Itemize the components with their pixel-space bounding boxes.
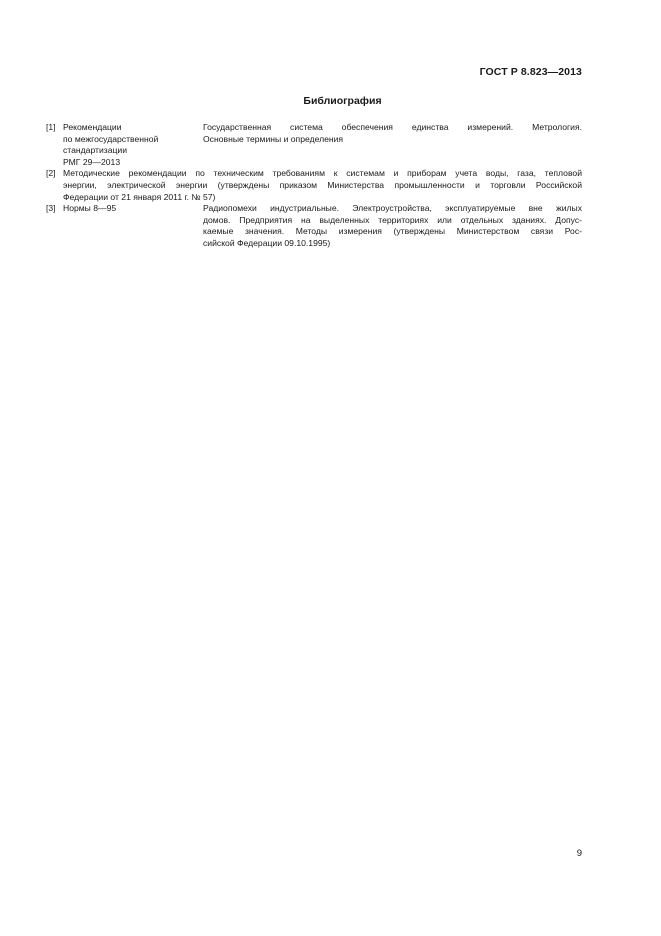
entry-description	[203, 122, 582, 168]
entry-source-line: Нормы 8—95	[63, 203, 117, 214]
entry-number: [2]	[46, 168, 56, 179]
entry-full-text	[63, 168, 582, 203]
section-title: Библиография	[303, 95, 382, 107]
entry-description-line: Основные термины и определения	[203, 133, 344, 144]
bibliography-entry	[46, 203, 582, 249]
entry-text-line: Методические рекомендации по техническим требованиям к системам и приборам учета воды, газа, тепловой	[63, 168, 582, 179]
entry-source-line: стандартизации	[63, 145, 128, 156]
entry-text-line: энергии, электрической энергии (утверждены приказом Министерства промышленности и торговли Российской	[63, 179, 582, 190]
entry-source-line: по межгосударственной	[63, 133, 159, 144]
document-code-header: ГОСТ Р 8.823—2013	[479, 66, 582, 78]
entry-description-line: Государственная система обеспечения единства измерений. Метрология.	[203, 122, 582, 132]
entry-source	[63, 122, 203, 168]
entry-description	[203, 203, 582, 249]
entry-description-line: домов. Предприятия на выделенных территориях или отдельных зданиях. Допус-	[203, 214, 582, 225]
entry-description-line: Радиопомехи индустриальные. Электроустройства, эксплуатируемые вне жилых	[203, 203, 582, 214]
entry-source-line: Рекомендации	[63, 122, 122, 132]
entry-description-line: каемые значения. Методы измерения (утверждены Министерством связи Рос-	[203, 226, 582, 237]
entry-number: [1]	[46, 122, 56, 132]
bibliography-entry	[46, 122, 582, 168]
bibliography-entry	[46, 168, 582, 203]
entry-source	[63, 203, 203, 249]
entry-source-line: РМГ 29—2013	[63, 156, 121, 167]
entry-description-line: сийской Федерации 09.10.1995)	[203, 237, 331, 248]
bibliography-list	[46, 122, 582, 250]
page-number: 9	[576, 848, 582, 859]
entry-text-line: Федерации от 21 января 2011 г. № 57)	[63, 191, 216, 202]
entry-number: [3]	[46, 203, 56, 214]
